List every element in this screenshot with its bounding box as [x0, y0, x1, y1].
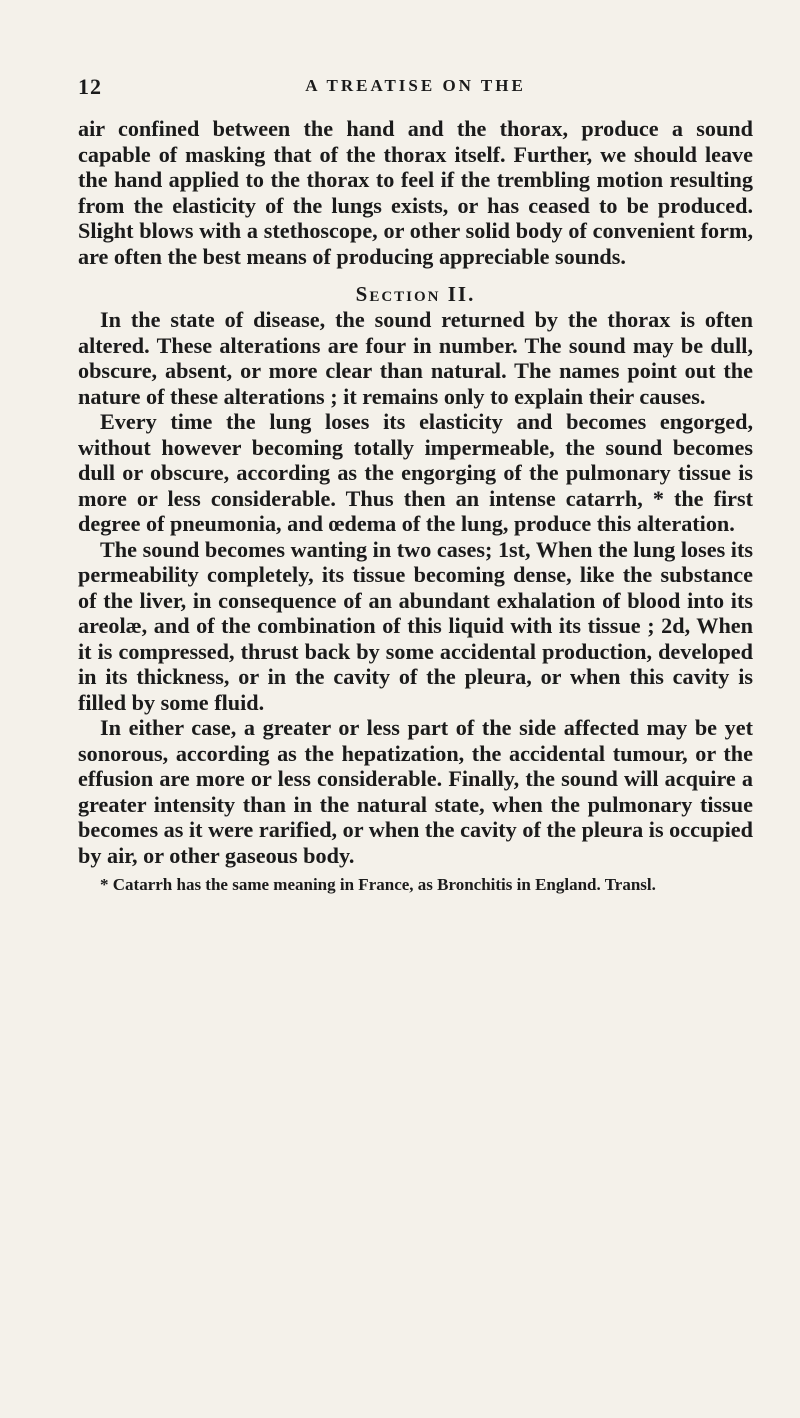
paragraph: air confined between the hand and the thorax, produce a sound capable of masking that of the thorax itself. Further, we should leave the hand applied to the thorax to feel if the trembling motion resulting from the elasticity of the lungs exists, or has ceased to be produced. Slight blows with a stethoscope, or other solid body of convenient form, are often the best means of producing appreciable sounds.	[78, 116, 753, 269]
paragraph: In either case, a greater or less part of the side affected may be yet sonorous, according as the hepatization, the accidental tumour, or the effusion are more or less considerable. Finally, the sound will acquire a greater intensity than in the natural state, when the pulmonary tissue becomes as it were rarified, or when the cavity of the pleura is occupied by air, or other gaseous body.	[78, 715, 753, 868]
running-head: A TREATISE ON THE	[305, 76, 526, 95]
footnote: * Catarrh has the same meaning in France, as Bronchitis in England. Transl.	[100, 875, 656, 894]
page-body	[78, 116, 753, 895]
paragraph: Every time the lung loses its elasticity and becomes engorged, without however becoming totally impermeable, the sound becomes dull or obscure, according as the engorging of the pulmonary tissue is more or less considerable. Thus then an intense catarrh, * the first degree of pneumonia, and œdema of the lung, produce this alteration.	[78, 409, 753, 536]
page-header	[78, 74, 753, 104]
paragraph: The sound becomes wanting in two cases; 1st, When the lung loses its permeability completely, its tissue becoming dense, like the substance of the liver, in consequence of an abundant exhalation of blood into its areolæ, and of the combination of this liquid with its tissue ; 2d, When it is compressed, thrust back by some accidental production, developed in its thickness, or in the cavity of the pleura, or when this cavity is filled by some fluid.	[78, 536, 753, 715]
paragraph: In the state of disease, the sound returned by the thorax is often altered. These alterations are four in number. The sound may be dull, obscure, absent, or more clear than natural. The names point out the nature of these alterations ; it remains only to explain their causes.	[78, 307, 753, 409]
section-heading: Section II.	[355, 282, 476, 306]
page-number: 12	[78, 74, 102, 99]
